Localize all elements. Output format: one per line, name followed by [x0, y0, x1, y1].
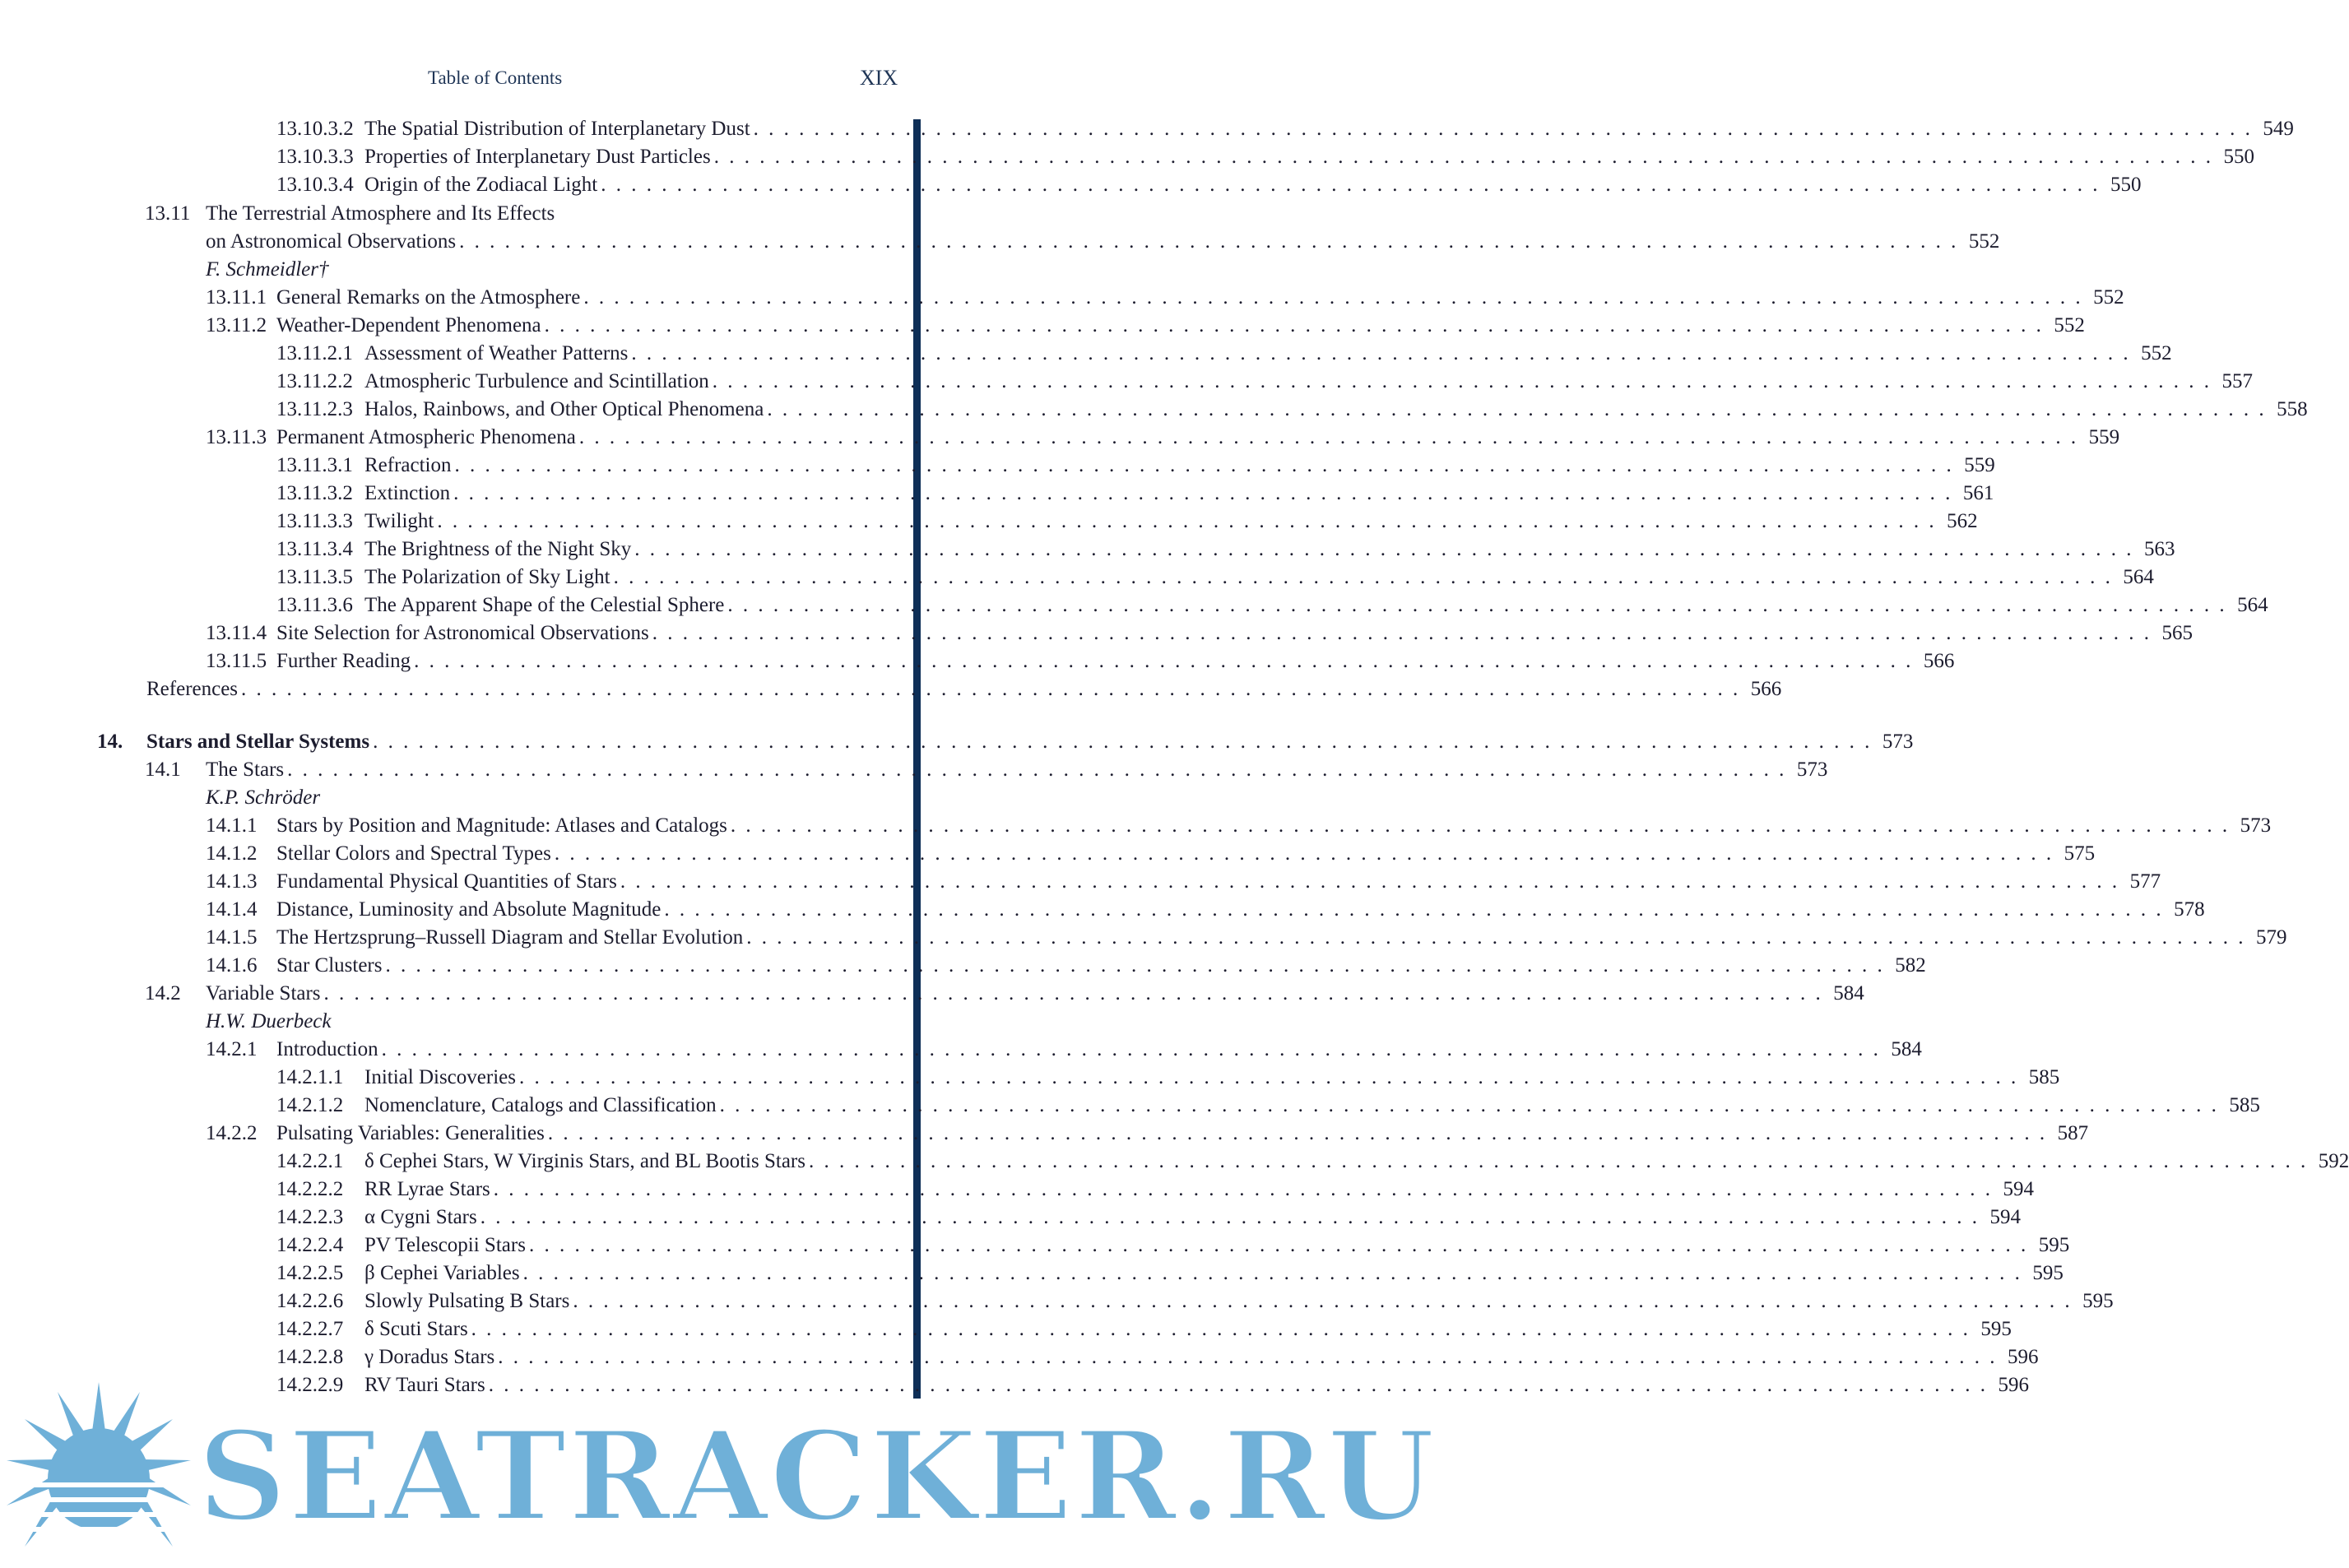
toc-entry-number: 14.2.2.9	[276, 1374, 344, 1396]
toc-entry[interactable]	[276, 536, 2175, 564]
toc-entry-number: 14.2.2.4	[276, 1234, 344, 1256]
toc-entry-page: 596	[1998, 1374, 2029, 1396]
leader-dots	[620, 868, 2119, 896]
leader-dots	[601, 171, 2100, 199]
toc-entry-page: 573	[1796, 758, 1828, 781]
toc-entry-page: 550	[2223, 146, 2254, 168]
toc-entry-references[interactable]	[146, 675, 1782, 703]
toc-entry[interactable]	[276, 115, 2294, 143]
running-header-title: Table of Contents	[428, 67, 563, 88]
toc-entry-page: 565	[2161, 622, 2193, 644]
toc-entry-number: 14.	[97, 731, 123, 753]
toc-entry-title: The Stars	[206, 758, 285, 781]
toc-entry-number: 13.11.4	[206, 622, 267, 644]
toc-entry-title: Stellar Colors and Spectral Types	[276, 842, 551, 865]
toc-entry-number: 13.10.3.4	[276, 174, 354, 196]
toc-entry-number: 14.2.1.2	[276, 1094, 344, 1116]
toc-entry-number: 14.2.2	[206, 1122, 258, 1144]
toc-entry-page: 585	[2028, 1066, 2060, 1088]
toc-entry-title: RV Tauri Stars	[364, 1374, 485, 1396]
toc-chapter-14[interactable]	[97, 728, 1914, 756]
toc-entry[interactable]	[276, 1343, 2039, 1371]
toc-entry[interactable]	[206, 1036, 1922, 1064]
toc-entry[interactable]	[206, 312, 2085, 340]
toc-entry-number: 13.11.3.1	[276, 454, 353, 476]
leader-dots	[385, 952, 1884, 980]
leader-dots	[573, 1287, 2072, 1315]
toc-entry-page: 575	[2063, 842, 2096, 865]
toc-entry-number: 13.10.3.3	[276, 146, 354, 168]
toc-entry-title: Extinction	[364, 482, 451, 504]
toc-entry[interactable]	[276, 1092, 2260, 1120]
toc-entry-number: 14.1.1	[206, 814, 258, 837]
leader-dots	[455, 452, 1954, 480]
toc-entry[interactable]	[276, 564, 2154, 591]
toc-entry[interactable]	[276, 171, 2142, 199]
toc-entry[interactable]	[206, 840, 2096, 868]
leader-dots	[471, 1315, 1971, 1343]
toc-entry-number: 14.2.2.5	[276, 1262, 344, 1284]
toc-entry-number: 13.11.3.4	[276, 538, 353, 560]
toc-entry[interactable]	[276, 1204, 2021, 1232]
toc-entry-title: Initial Discoveries	[364, 1066, 516, 1088]
toc-entry[interactable]	[206, 896, 2205, 924]
toc-entry-page: 549	[2263, 118, 2294, 140]
toc-entry[interactable]	[276, 508, 1978, 536]
toc-entry-page: 594	[2003, 1178, 2035, 1200]
toc-entry-page: 552	[1968, 230, 2000, 253]
toc-entry[interactable]	[276, 143, 2254, 171]
leader-dots	[634, 536, 2133, 564]
toc-entry[interactable]	[206, 868, 2161, 896]
toc-entry-title: Atmospheric Turbulence and Scintillation	[364, 370, 709, 392]
toc-entry-number: 14.2.1.1	[276, 1066, 344, 1088]
leader-dots	[459, 228, 1958, 256]
leader-dots	[480, 1204, 1980, 1232]
toc-entry-page: 573	[2240, 814, 2272, 837]
toc-entry-title: References	[146, 678, 239, 700]
toc-entry-number: 13.11.3.2	[276, 482, 353, 504]
toc-entry-title: Twilight	[364, 510, 434, 532]
toc-entry-page: 596	[2008, 1346, 2039, 1368]
toc-entry-page: 587	[2057, 1122, 2089, 1144]
toc-entry[interactable]	[206, 952, 1926, 980]
toc-entry[interactable]	[276, 1148, 2349, 1176]
leader-dots	[579, 424, 2078, 452]
leader-dots	[720, 1092, 2219, 1120]
leader-dots	[754, 115, 2253, 143]
toc-entry[interactable]	[276, 480, 1994, 508]
toc-entry-page: 594	[1989, 1206, 2021, 1228]
toc-entry-page: 552	[2141, 342, 2172, 364]
toc-entry-number: 13.11.2.3	[276, 398, 353, 420]
sun-logo-icon	[0, 1382, 197, 1568]
toc-entry-page: 584	[1833, 982, 1864, 1004]
toc-entry-page: 595	[1980, 1318, 2012, 1340]
toc-entry-page: 562	[1947, 510, 1978, 532]
toc-entry-number: 14.2.2.2	[276, 1178, 344, 1200]
leader-dots	[664, 896, 2163, 924]
leader-dots	[523, 1260, 2022, 1287]
toc-entry-page: 585	[2229, 1094, 2260, 1116]
leader-dots	[809, 1148, 2308, 1176]
toc-entry-page: 552	[2054, 314, 2085, 336]
toc-entry[interactable]	[206, 812, 2272, 840]
toc-entry-title: Further Reading	[276, 650, 411, 672]
leader-dots	[324, 980, 1823, 1008]
toc-entry-section-13-11[interactable]	[145, 200, 885, 228]
section-author: K.P. Schröder	[206, 786, 321, 809]
leader-dots	[714, 143, 2213, 171]
toc-entry[interactable]	[276, 1287, 2114, 1315]
toc-entry[interactable]	[206, 924, 2287, 952]
leader-dots	[241, 675, 1740, 703]
leader-dots	[453, 480, 1952, 508]
toc-entry-page: 566	[1923, 650, 1955, 672]
toc-entry-number: 14.1.3	[206, 870, 258, 893]
toc-entry-page: 579	[2256, 926, 2287, 949]
toc-entry-title: Weather-Dependent Phenomena	[276, 314, 541, 336]
toc-entry-number: 14.2.2.1	[276, 1150, 344, 1172]
toc-entry-number: 13.11.3.5	[276, 566, 353, 588]
toc-entry-number: 14.1	[145, 758, 181, 781]
toc-entry-page: 595	[2082, 1290, 2114, 1312]
toc-entry-title: on Astronomical Observations	[206, 230, 457, 253]
section-author: H.W. Duerbeck	[206, 1010, 332, 1032]
toc-entry-title: The Brightness of the Night Sky	[364, 538, 632, 560]
toc-entry-number: 13.10.3.2	[276, 118, 354, 140]
toc-entry-number: 14.1.2	[206, 842, 258, 865]
toc-entry-title: Halos, Rainbows, and Other Optical Phenomena	[364, 398, 764, 420]
toc-entry[interactable]	[206, 424, 2120, 452]
leader-dots	[767, 396, 2266, 424]
toc-entry-number: 14.2.1	[206, 1038, 258, 1060]
toc-entry-title: γ Doradus Stars	[364, 1346, 495, 1368]
leader-dots	[713, 368, 2212, 396]
toc-entry[interactable]	[276, 368, 2253, 396]
toc-entry-page: 564	[2123, 566, 2154, 588]
toc-entry-page: 561	[1962, 482, 1994, 504]
toc-entry[interactable]	[145, 756, 1828, 784]
toc-entry-title: General Remarks on the Atmosphere	[276, 286, 581, 308]
toc-entry-title: The Hertzsprung–Russell Diagram and Stellar Evolution	[276, 926, 744, 949]
toc-entry-title: Refraction	[364, 454, 452, 476]
toc-entry-page: 559	[2088, 426, 2120, 448]
leader-dots	[414, 647, 1913, 675]
toc-entry[interactable]	[206, 1120, 2089, 1148]
toc-entry-page: 550	[2110, 174, 2142, 196]
toc-entry-title: Slowly Pulsating B Stars	[364, 1290, 570, 1312]
toc-entry-title: The Terrestrial Atmosphere and Its Effects	[206, 202, 555, 225]
toc-entry-page: 592	[2318, 1150, 2349, 1172]
toc-entry[interactable]	[206, 619, 2193, 647]
leader-dots	[652, 619, 2152, 647]
toc-entry-title: Pulsating Variables: Generalities	[276, 1122, 545, 1144]
toc-entry-page: 566	[1750, 678, 1782, 700]
toc-entry-page: 557	[2221, 370, 2253, 392]
toc-entry-number: 14.1.5	[206, 926, 258, 949]
toc-entry-number: 14.1.6	[206, 954, 258, 977]
leader-dots	[614, 564, 2113, 591]
toc-entry-title: The Polarization of Sky Light	[364, 566, 610, 588]
leader-dots	[382, 1036, 1881, 1064]
toc-entry-number: 13.11.2	[206, 314, 267, 336]
toc-entry[interactable]	[206, 284, 2124, 312]
toc-entry-title: Stars and Stellar Systems	[146, 731, 370, 753]
toc-entry-title: Assessment of Weather Patterns	[364, 342, 629, 364]
toc-entry-number: 13.11.3.3	[276, 510, 353, 532]
toc-entry-title: RR Lyrae Stars	[364, 1178, 490, 1200]
toc-entry-title: Origin of the Zodiacal Light	[364, 174, 598, 196]
toc-entry-title: Permanent Atmospheric Phenomena	[276, 426, 576, 448]
toc-entry-page: 582	[1895, 954, 1926, 977]
toc-entry-title: Stars by Position and Magnitude: Atlases and Catalogs	[276, 814, 727, 837]
leader-dots	[731, 812, 2230, 840]
toc-entry-title: β Cephei Variables	[364, 1262, 520, 1284]
toc-entry-title: The Spatial Distribution of Interplanetary Dust	[364, 118, 750, 140]
toc-entry[interactable]	[276, 1260, 2063, 1287]
toc-entry[interactable]	[276, 1315, 2012, 1343]
leader-dots	[727, 591, 2226, 619]
leader-dots	[529, 1232, 2028, 1260]
toc-entry-number: 14.2.2.3	[276, 1206, 344, 1228]
toc-entry-number: 13.11.3.6	[276, 594, 353, 616]
toc-entry-title: Introduction	[276, 1038, 378, 1060]
toc-entry[interactable]	[276, 1064, 2060, 1092]
toc-entry-page: 552	[2093, 286, 2124, 308]
toc-entry-title: Variable Stars	[206, 982, 321, 1004]
watermark	[0, 1382, 1437, 1568]
toc-entry-page: 584	[1891, 1038, 1922, 1060]
toc-entry-title: Distance, Luminosity and Absolute Magnitude	[276, 898, 662, 921]
toc-entry-title: Fundamental Physical Quantities of Stars	[276, 870, 617, 893]
toc-entry-number: 13.11.2.1	[276, 342, 353, 364]
toc-entry-page: 577	[2129, 870, 2161, 893]
toc-entry[interactable]	[276, 396, 2308, 424]
toc-entry-number: 13.11.2.2	[276, 370, 353, 392]
section-author: F. Schmeidler†	[206, 258, 329, 281]
toc-entry[interactable]	[206, 228, 2000, 256]
toc-entry[interactable]	[276, 1176, 2035, 1204]
leader-dots	[555, 840, 2054, 868]
leader-dots	[746, 924, 2245, 952]
running-header-page-number: XIX	[860, 66, 898, 90]
toc-entry[interactable]	[145, 980, 1864, 1008]
leader-dots	[548, 1120, 2047, 1148]
toc-entry-title: α Cygni Stars	[364, 1206, 477, 1228]
toc-entry-page: 595	[2032, 1262, 2063, 1284]
toc-entry-number: 14.2.2.7	[276, 1318, 344, 1340]
toc-entry[interactable]	[276, 591, 2268, 619]
toc-entry-page: 573	[1882, 731, 1914, 753]
leader-dots	[519, 1064, 2018, 1092]
leader-dots	[583, 284, 2082, 312]
toc-entry-page: 595	[2038, 1234, 2070, 1256]
toc-entry-number: 14.1.4	[206, 898, 258, 921]
toc-entry[interactable]	[276, 1232, 2070, 1260]
leader-dots	[498, 1343, 1997, 1371]
leader-dots	[631, 340, 2130, 368]
toc-entry-number: 13.11.1	[206, 286, 267, 308]
toc-entry-title: δ Cephei Stars, W Virginis Stars, and BL Bootis Stars	[364, 1150, 805, 1172]
leader-dots	[287, 756, 1786, 784]
toc-entry-page: 559	[1964, 454, 1995, 476]
toc-entry-title: Nomenclature, Catalogs and Classification	[364, 1094, 717, 1116]
toc-entry-number: 14.2	[145, 982, 181, 1004]
toc-entry-number: 13.11	[145, 202, 191, 225]
leader-dots	[437, 508, 1936, 536]
toc-entry-title: δ Scuti Stars	[364, 1318, 468, 1340]
toc-entry-number: 14.2.2.6	[276, 1290, 344, 1312]
toc-entry[interactable]	[206, 647, 1955, 675]
toc-entry-title: PV Telescopii Stars	[364, 1234, 526, 1256]
toc-entry[interactable]	[276, 452, 1995, 480]
toc-entry-title: Site Selection for Astronomical Observations	[276, 622, 649, 644]
toc-entry-page: 563	[2144, 538, 2175, 560]
leader-dots	[373, 728, 1872, 756]
leader-dots	[545, 312, 2044, 340]
toc-entry-page: 564	[2237, 594, 2268, 616]
toc-entry-title: Star Clusters	[276, 954, 383, 977]
toc-entry-title: The Apparent Shape of the Celestial Sphere	[364, 594, 725, 616]
toc-entry-number: 13.11.5	[206, 650, 267, 672]
toc-entry-page: 558	[2277, 398, 2308, 420]
watermark-text: SEATRACKER.RU	[197, 1404, 1437, 1549]
leader-dots	[494, 1176, 1993, 1204]
toc-entry-number: 13.11.3	[206, 426, 267, 448]
toc-entry[interactable]	[276, 340, 2172, 368]
toc-entry-title: Properties of Interplanetary Dust Particles	[364, 146, 711, 168]
toc-entry-number: 14.2.2.8	[276, 1346, 344, 1368]
toc-entry-page: 578	[2174, 898, 2205, 921]
